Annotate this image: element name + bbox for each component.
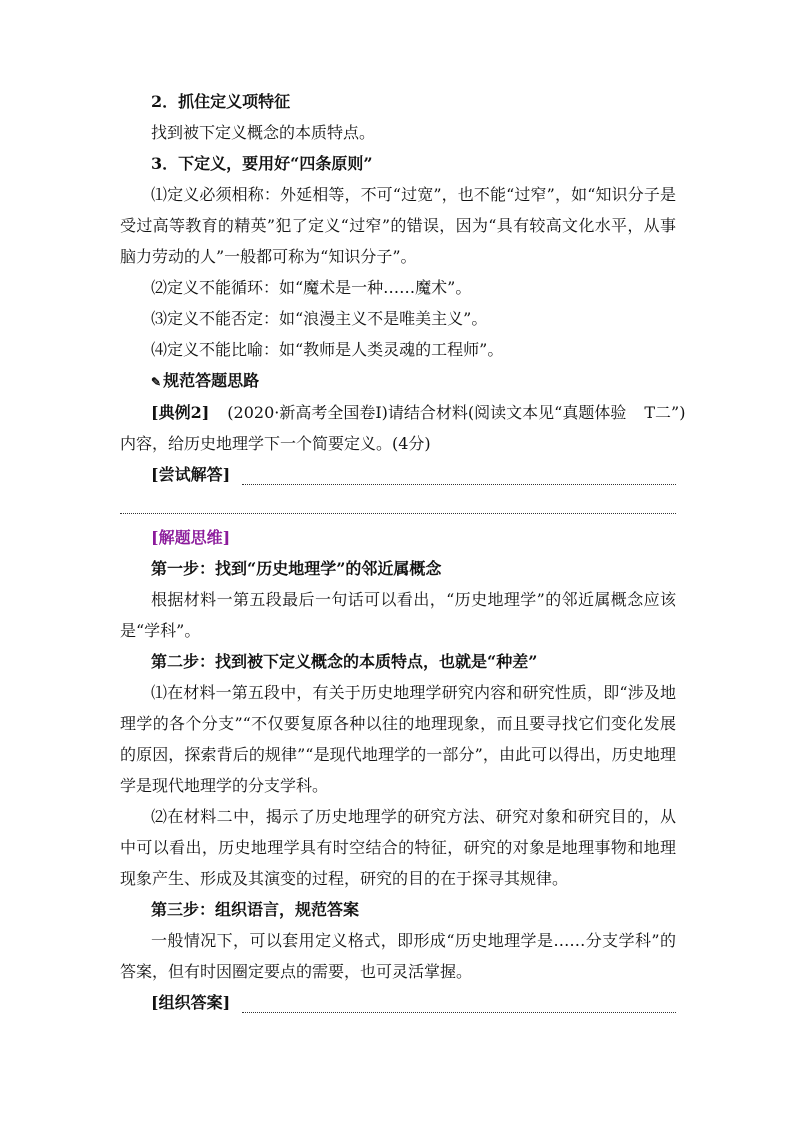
example-body-b: T二”) [644,403,686,422]
example-line-2: 内容，给历史地理学下一个简要定义。(4分) [120,434,431,453]
step-3-title: 第三步：组织语言，规范答案 [151,900,360,919]
point-2-body: 找到被下定义概念的本质特点。 [151,123,376,142]
step-1-title: 第一步：找到“历史地理学”的邻近属概念 [151,559,442,578]
organize-dotted-line[interactable] [242,998,676,1013]
example-label: [典例2] [151,403,210,422]
organize-answer-row [120,993,676,1013]
answer-dotted-line-2[interactable] [120,499,676,514]
pen-icon: ✎ [151,375,162,389]
example-source: (2020·新高考全国卷Ⅰ) [227,403,388,422]
organize-answer-label: [组织答案] [151,993,231,1012]
step-3-body: 一般情况下，可以套用定义格式，即形成“历史地理学是……分支学科”的答案，但有时因圈定要点的需要，也可灵活掌握。 [120,931,676,981]
step-2-body-2: ⑵在材料二中，揭示了历史地理学的研究方法、研究对象和研究目的，从中可以看出，历史地理学具有时空结合的特征，研究的对象是地理事物和地理现象产生、形成及其演变的过程，研究的目的在于探寻其规律。 [120,807,676,888]
example-body-a: 请结合材料(阅读文本见“真题体验 [387,403,627,422]
document-content [120,92,686,1024]
thinking-label: [解题思维] [151,528,231,547]
step-2-title: 第二步：找到被下定义概念的本质特点，也就是“种差” [151,652,538,671]
rule-1: ⑴定义必须相称：外延相等，不可“过宽”，也不能“过窄”，如“知识分子是受过高等教育的精英”犯了定义“过窄”的错误，因为“具有较高文化水平，从事脑力劳动的人”一般都可称为“知识分子”。 [120,185,676,266]
rule-4: ⑷定义不能比喻：如“教师是人类灵魂的工程师”。 [151,340,504,359]
example-line-1 [120,403,686,423]
try-answer-row [120,465,676,485]
rule-2: ⑵定义不能循环：如“魔术是一种……魔术”。 [151,278,472,297]
step-2-body-1: ⑴在材料一第五段中，有关于历史地理学研究内容和研究性质，即“涉及地理学的各个分支”“不仅要复原各种以往的地理现象，而且要寻找它们变化发展的原因，探索背后的规律”“是现代地理学的一部分”，由此可以得出，历史地理学是现代地理学的分支学科。 [120,683,676,795]
point-2-title: 2．抓住定义项特征 [151,92,291,111]
section-heading-text: 规范答题思路 [163,371,260,390]
point-3-title: 3．下定义，要用好“四条原则” [151,154,373,173]
try-answer-label: [尝试解答] [151,465,231,484]
step-1-body: 根据材料一第五段最后一句话可以看出，“历史地理学”的邻近属概念应该是“学科”。 [120,590,676,640]
section-heading [120,371,676,392]
answer-dotted-line[interactable] [242,470,676,485]
rule-3: ⑶定义不能否定：如“浪漫主义不是唯美主义”。 [151,309,488,328]
